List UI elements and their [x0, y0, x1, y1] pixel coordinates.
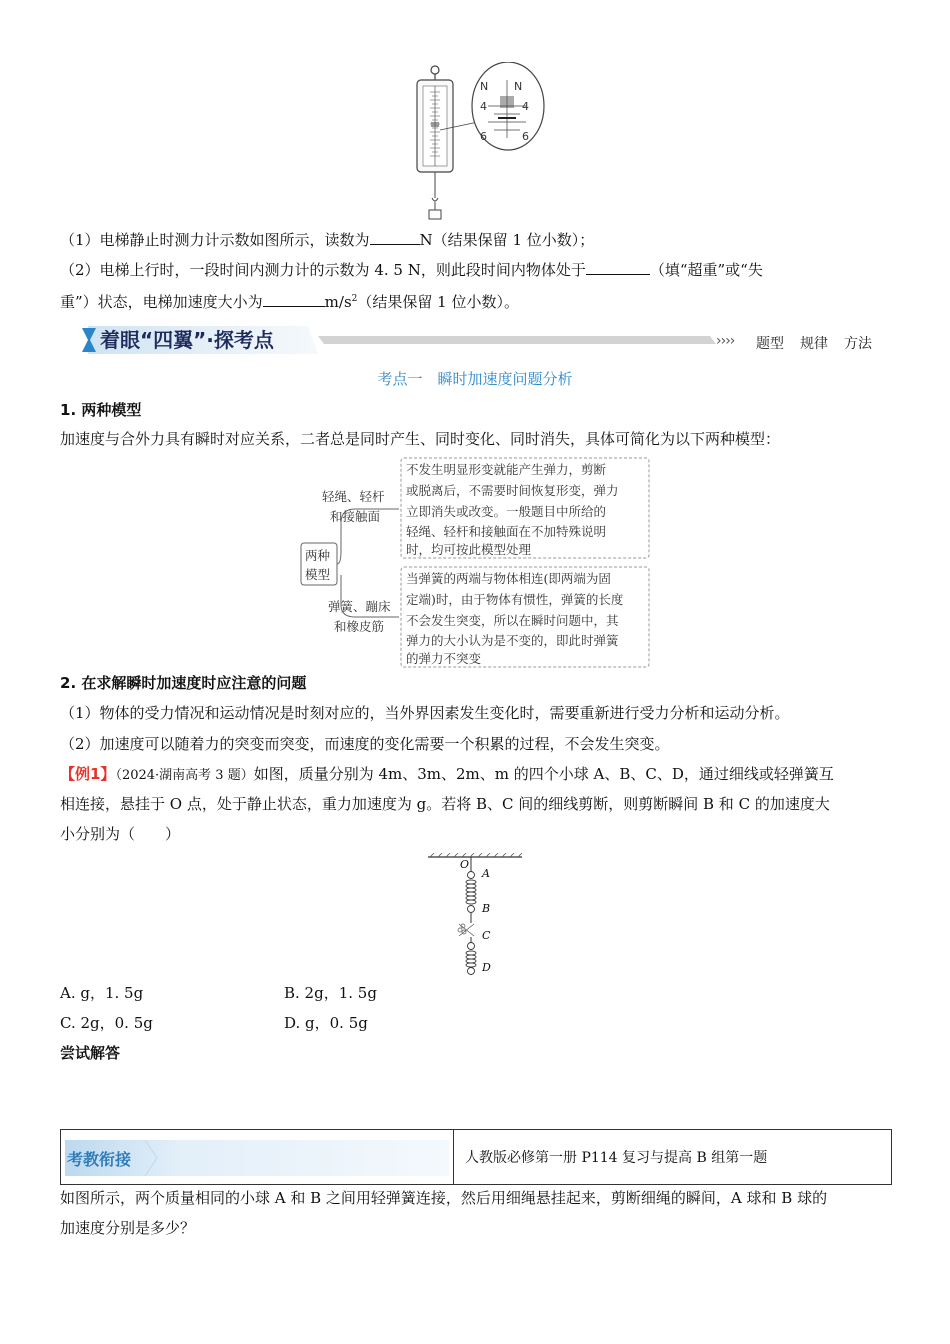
- q2-text-a: （2）电梯上行时，一段时间内测力计的示数为 4. 5 N，则此段时间内物体处于: [60, 261, 586, 279]
- question-line-3: [60, 288, 519, 313]
- diagram-branch2-1: 弹簧、蹦床: [328, 599, 391, 614]
- final-question-line-1: 如图所示，两个质量相同的小球 A 和 B 之间用轻弹簧连接，然后用细绳悬挂起来，剪断细绳的瞬间，A 球和 B 球的: [60, 1189, 828, 1207]
- option-c[interactable]: C. 2g，0. 5g: [60, 1014, 153, 1032]
- banner-item-type: 题型: [756, 336, 784, 352]
- scale-label-6-left: 6: [480, 130, 487, 143]
- part1-num: 1: [60, 401, 71, 419]
- part2-title: . 在求解瞬时加速度时应注意的问题: [70, 674, 307, 692]
- final-question-line-2: 加速度分别是多少？: [60, 1219, 196, 1237]
- option-b[interactable]: B. 2g，1. 5g: [284, 984, 377, 1002]
- diagram-box2-line3: 不会发生突变，所以在瞬时问题中，其: [406, 613, 619, 628]
- option-a[interactable]: A. g，1. 5g: [60, 984, 144, 1002]
- example-line-2: 相连接，悬挂于 O 点，处于静止状态，重力加速度为 g。若将 B、C 间的细线剪断，则剪断瞬间 B 和 C 的加速度大: [60, 795, 830, 813]
- fig-label-c: C: [482, 929, 491, 942]
- scale-label-6-right: 6: [522, 130, 529, 143]
- link-box-divider: [453, 1130, 454, 1184]
- part2-heading: [60, 672, 306, 694]
- diagram-box2-line2: 定端)时，由于物体有惯性，弹簧的长度: [406, 592, 624, 607]
- diagram-box2-line4: 弹力的大小认为是不变的，即此时弹簧: [406, 633, 619, 648]
- link-box: [60, 1129, 892, 1185]
- diagram-box1-line4: 轻绳、轻杆和接触面在不加特殊说明: [406, 524, 607, 539]
- option-d[interactable]: D. g，0. 5g: [284, 1014, 368, 1032]
- banner-item-method: 方法: [844, 336, 872, 352]
- part2-point1: （1）物体的受力情况和运动情况是时刻对应的，当外界因素发生变化时，需要重新进行受力分析和运动分析。: [60, 704, 790, 722]
- banner-title: 着眼“四翼”·探考点: [100, 328, 274, 352]
- part1-desc: 加速度与合外力具有瞬时对应关系，二者总是同时产生、同时变化、同时消失，具体可简化为以下两种模型：: [60, 430, 781, 448]
- section-title: 考点一 瞬时加速度问题分析: [377, 370, 573, 388]
- q1-text-a: （1）电梯静止时测力计示数如图所示，读数为: [60, 231, 370, 249]
- part2-num: 2: [60, 674, 71, 692]
- q3-unit: m/s: [324, 293, 352, 311]
- q2-text-b: （填“超重”或“失: [649, 261, 763, 279]
- banner-arrows: ››››: [716, 333, 735, 349]
- banner-item-rule: 规律: [800, 336, 828, 352]
- part2-point2: （2）加速度可以随着力的突变而突变，而速度的变化需要一个积累的过程，不会发生突变。: [60, 735, 670, 753]
- diagram-branch1-1: 轻绳、轻杆: [322, 489, 385, 504]
- example-line1-text: 如图，质量分别为 4m、3m、2m、m 的四个小球 A、B、C、D，通过细线或轻弹簧互: [253, 765, 834, 783]
- diagram-root-1: 两种: [305, 548, 331, 563]
- answer-blank-3[interactable]: [263, 290, 325, 307]
- scale-label-n-left: N: [480, 80, 489, 93]
- diagram-box1-line5: 时，均可按此模型处理: [406, 542, 532, 557]
- fig-label-a: A: [482, 867, 490, 880]
- link-box-label: 考教衔接: [67, 1150, 132, 1169]
- q3-text-a: 重”）状态，电梯加速度大小为: [60, 293, 263, 311]
- link-box-reference: 人教版必修第一册 P114 复习与提高 B 组第一题: [465, 1150, 768, 1166]
- part1-title: . 两种模型: [70, 401, 142, 419]
- try-answer-label: 尝试解答: [60, 1044, 121, 1062]
- diagram-branch2-2: 和橡皮筋: [334, 619, 385, 634]
- fig-label-d: D: [482, 961, 491, 974]
- hanging-balls-figure: [426, 852, 526, 980]
- example-source: （2024·湖南高考 3 题）: [115, 768, 254, 783]
- scale-label-4-right: 4: [522, 100, 529, 113]
- diagram-box1-line1: 不发生明显形变就能产生弹力，剪断: [406, 462, 607, 477]
- diagram-box2-line1: 当弹簧的两端与物体相连(即两端为固: [406, 571, 611, 586]
- diagram-box1-line2: 或脱离后，不需要时间恢复形变，弹力: [406, 483, 619, 498]
- diagram-branch1-2: 和接触面: [330, 509, 381, 524]
- question-line-1: [60, 228, 594, 251]
- fig-label-o: O: [460, 858, 470, 871]
- fig-label-b: B: [482, 902, 491, 915]
- example-line-1: [60, 763, 834, 787]
- answer-blank-1[interactable]: [370, 228, 420, 245]
- example-line-3: 小分别为（ ）: [60, 825, 181, 843]
- q3-unit-sup: 2: [351, 294, 358, 304]
- q1-text-b: N（结果保留 1 位小数）；: [419, 231, 595, 249]
- scale-label-4-left: 4: [480, 100, 487, 113]
- scale-label-n-right: N: [514, 80, 523, 93]
- answer-blank-2[interactable]: [586, 258, 650, 275]
- q3-text-c: （结果保留 1 位小数）。: [357, 293, 519, 311]
- question-line-2: [60, 258, 763, 281]
- part1-heading: [60, 399, 141, 421]
- diagram-box2-line5: 的弹力不突变: [406, 651, 482, 666]
- diagram-root-2: 模型: [305, 567, 331, 582]
- example-tag: 【例1】: [60, 765, 116, 783]
- diagram-box1-line3: 立即消失或改变。一般题目中所给的: [406, 504, 607, 519]
